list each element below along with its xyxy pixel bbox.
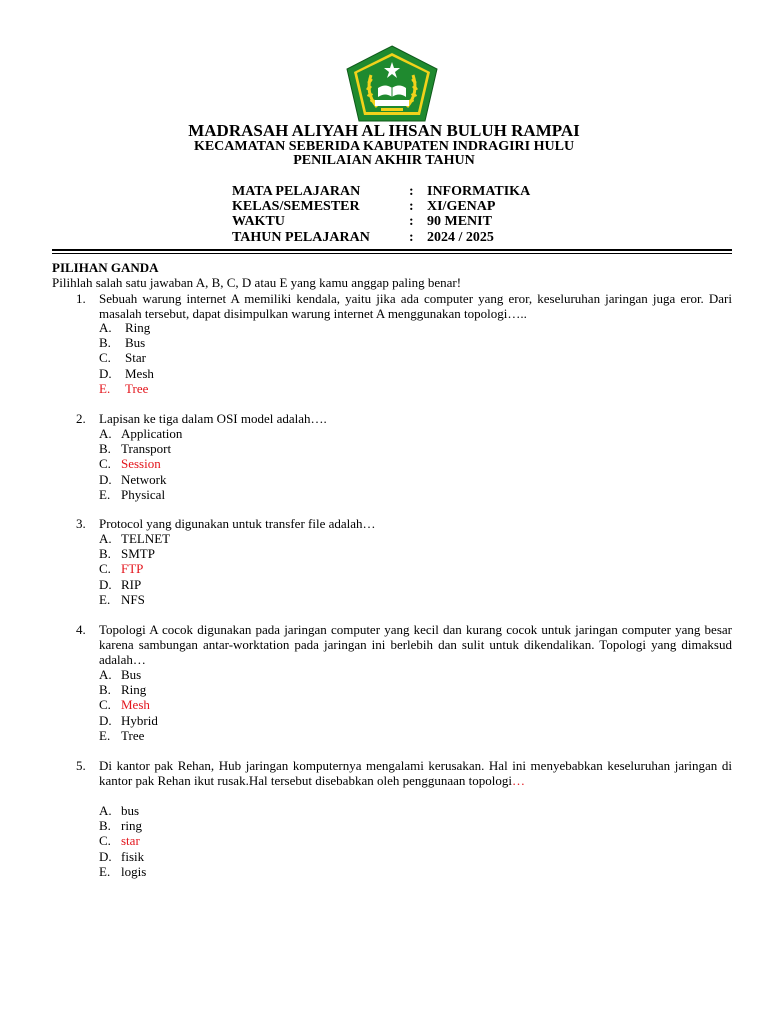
option-letter: B. [99,818,111,834]
district-name: KECAMATAN SEBERIDA KABUPATEN INDRAGIRI HULU [193,139,575,154]
option-letter: A. [99,803,112,818]
option-text: Tree [121,727,145,743]
info-separator: : [409,214,414,229]
option-text: NFS [121,591,145,607]
option-text: RIP [121,576,142,592]
header-divider-thick [52,249,732,251]
question-number: 2. [76,411,86,426]
option-letter: A. [99,531,112,546]
option-letter: A. [99,667,112,682]
question-number: 3. [76,516,86,531]
option-letter: D. [99,365,112,381]
info-key: MATA PELAJARAN [232,184,361,199]
option-text: ring [121,818,142,834]
option-letter: D. [99,471,112,487]
option-text-answer: Mesh [121,697,150,713]
option-text: Transport [121,441,172,457]
option-text: Network [121,471,167,487]
question-text: Protocol yang digunakan untuk transfer file adalah… [99,516,376,531]
kemenag-emblem-icon [345,45,439,123]
option-text: Ring [121,682,147,698]
option-text: Hybrid [121,712,158,728]
question-number: 4. [76,622,86,637]
question-number: 1. [76,291,86,306]
option-letter: E. [99,380,111,396]
option-letter: C. [99,456,111,472]
option-text: Ring [125,320,151,335]
question-text-ellipsis: … [512,773,526,789]
option-text: Bus [121,667,142,682]
info-value: 90 MENIT [427,214,492,229]
question-text: Lapisan ke tiga dalam OSI model adalah…. [99,411,327,426]
option-text: Bus [125,335,146,351]
option-text: Mesh [125,365,154,381]
option-letter: C. [99,697,111,713]
option-text: Application [121,426,183,441]
option-letter: D. [99,576,112,592]
option-letter: E. [99,591,111,607]
option-text: fisik [121,848,145,864]
option-text-answer: Session [121,456,161,472]
info-value: XI/GENAP [427,199,496,214]
question-text: Topologi A cocok digunakan pada jaringan computer yang kecil dan kurang cocok untuk jaringan computer yang besar karena sambungan antar-worktation pada jaringan ini berlebih dan sulit untuk dikendalikan. Topologi yang dimaksud adalah… [99,622,732,668]
question-text: Sebuah warung internet A memiliki kendala, yaitu jika ada computer yang eror, keseluruhan jaringan juga eror. Dari masalah tersebut, dapat disimpulkan warung internet A menggunakan topologi….. [99,291,732,322]
option-letter: C. [99,833,111,849]
option-letter: E. [99,486,111,502]
section-title: PILIHAN GANDA [52,260,159,275]
option-letter: E. [99,727,111,743]
info-separator: : [409,184,414,199]
option-letter: B. [99,546,111,562]
option-text-answer: star [121,833,140,849]
option-text: Physical [121,486,166,502]
option-text: Star [125,350,146,366]
info-key: KELAS/SEMESTER [232,199,360,214]
option-letter: C. [99,350,111,366]
info-key: WAKTU [232,214,285,229]
section-instruction: Pilihlah salah satu jawaban A, B, C, D atau E yang kamu anggap paling benar! [52,275,462,290]
school-name: MADRASAH ALIYAH AL IHSAN BULUH RAMPAI [188,121,580,140]
option-letter: B. [99,441,111,457]
option-text: logis [121,863,147,879]
option-letter: A. [99,426,112,441]
question-text-body: Di kantor pak Rehan, Hub jaringan komputernya mengalami kerusakan. Hal ini menyebabkan keseluruhan jaringan di kantor pak Rehan ikut rusak.Hal tersebut disebabkan oleh penggunaan topologi [99,758,732,789]
option-letter: D. [99,848,112,864]
question-text [99,758,732,788]
question-number: 5. [76,758,86,773]
info-key: TAHUN PELAJARAN [232,230,370,245]
exam-title: PENILAIAN AKHIR TAHUN [293,153,475,168]
info-value: INFORMATIKA [427,184,531,199]
option-letter: B. [99,682,111,698]
option-text: bus [121,803,140,818]
option-letter: C. [99,561,111,577]
info-separator: : [409,199,414,214]
header-divider-thin [52,253,732,254]
option-letter: D. [99,712,112,728]
option-letter: E. [99,863,111,879]
option-text: TELNET [121,531,171,546]
option-text: SMTP [121,546,155,562]
option-letter: A. [99,320,112,335]
option-text-answer: FTP [121,561,144,577]
info-separator: : [409,230,414,245]
option-text: Tree [125,380,149,396]
info-value: 2024 / 2025 [427,230,494,245]
option-letter: B. [99,335,111,351]
